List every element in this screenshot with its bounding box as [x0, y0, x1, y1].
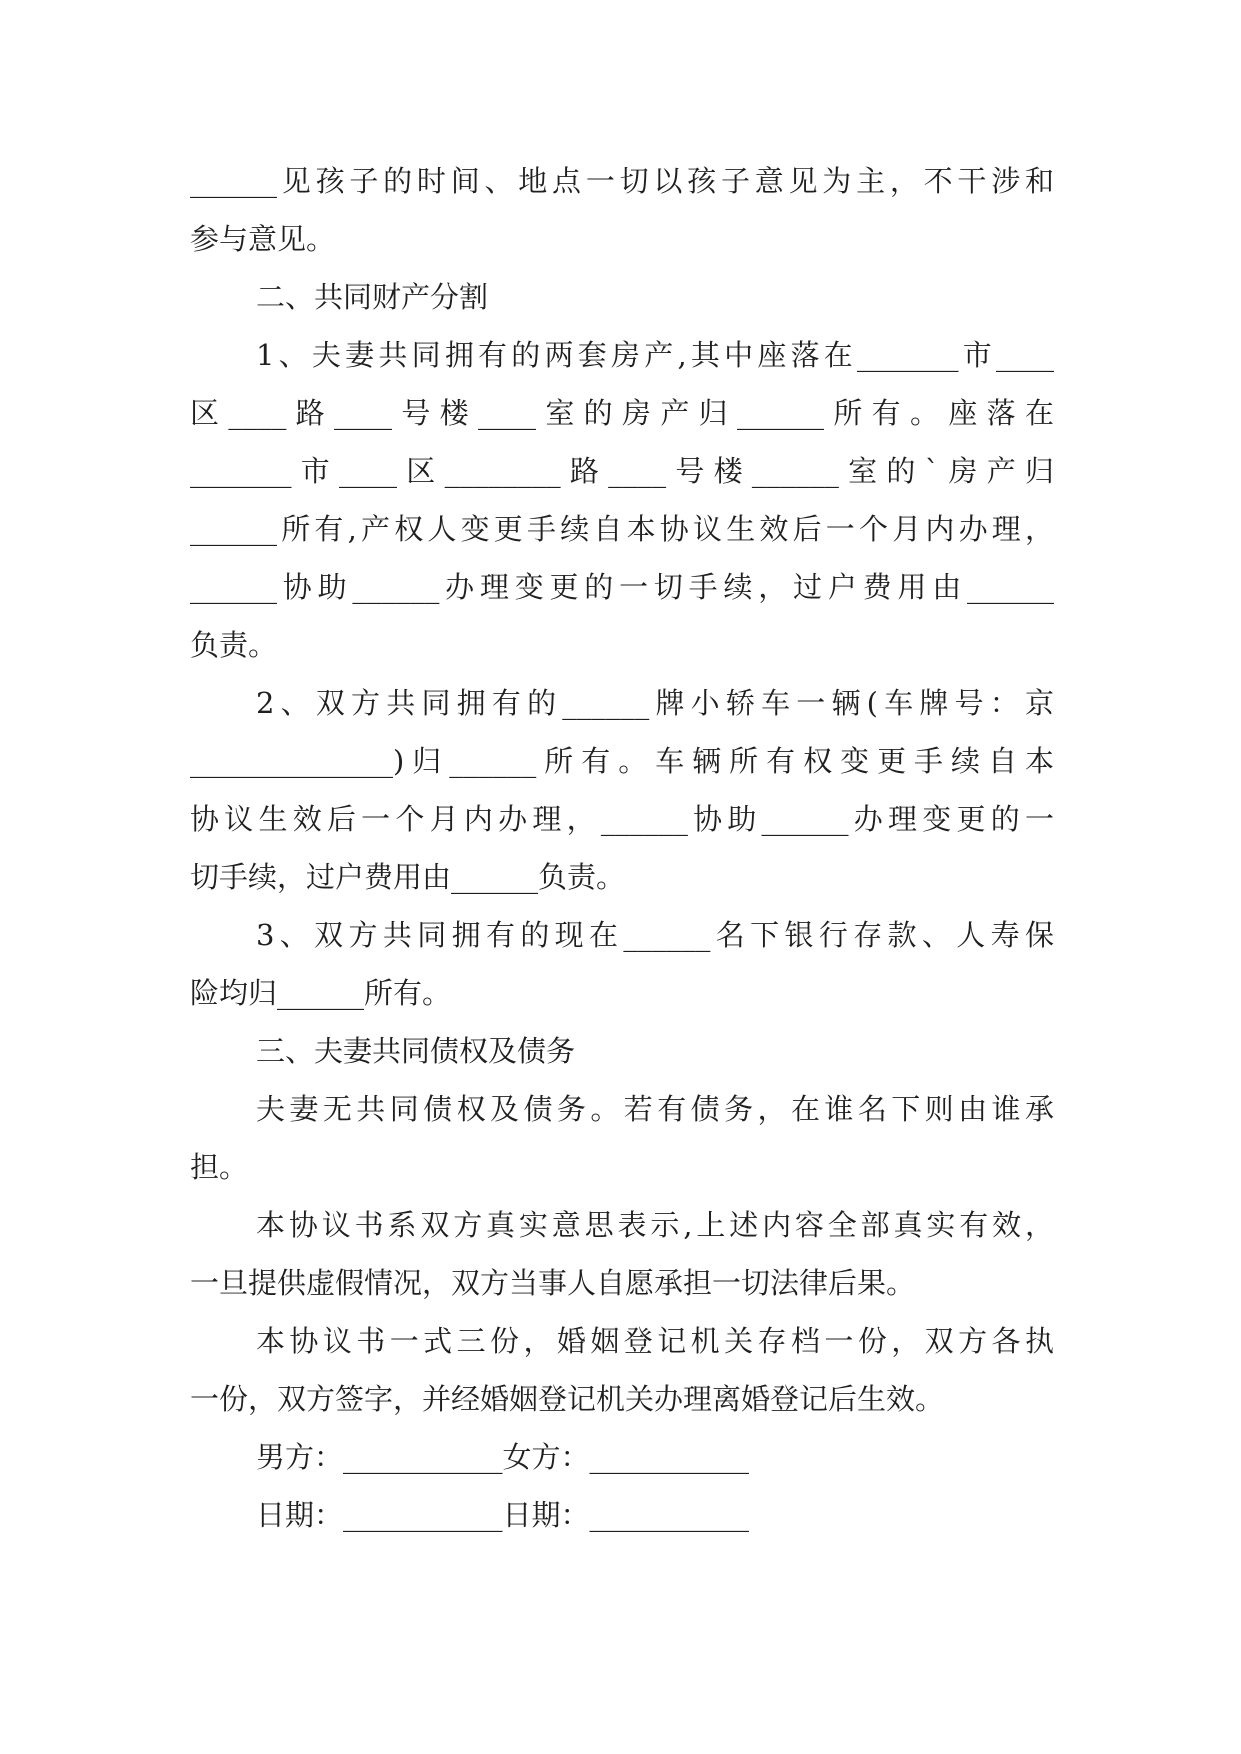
- line-declaration-2: 一旦提供虚假情况，双方当事人自愿承担一切法律后果。: [190, 1266, 916, 1300]
- line-car-2: ______________)归______所有。车辆所有权变更手续自本: [190, 744, 1054, 778]
- line-copies-1: 本协议书一式三份，婚姻登记机关存档一份，双方各执: [256, 1324, 1054, 1358]
- line-property-5: ______协助______办理变更的一切手续，过户费用由______: [190, 570, 1054, 604]
- line-car-1: 2、双方共同拥有的______牌小轿车一辆(车牌号：京: [256, 686, 1054, 720]
- line-deposit-2: 险均归______所有。: [190, 976, 452, 1010]
- signature-line: 男方：___________女方：___________: [256, 1440, 750, 1474]
- line-deposit-1: 3、双方共同拥有的现在______名下银行存款、人寿保: [256, 918, 1054, 952]
- date-line: 日期：___________日期：___________: [256, 1498, 750, 1532]
- line-declaration-1: 本协议书系双方真实意思表示,上述内容全部真实有效，: [256, 1208, 1054, 1242]
- heading-debts: 三、夫妻共同债权及债务: [256, 1034, 576, 1068]
- line-property-6: 负责。: [190, 628, 278, 662]
- line-debts-1: 夫妻无共同债权及债务。若有债务，在谁名下则由谁承: [256, 1092, 1054, 1126]
- line-copies-2: 一份，双方签字，并经婚姻登记机关办理离婚登记后生效。: [190, 1382, 945, 1416]
- line-property-1: 1、夫妻共同拥有的两套房产,其中座落在_______市____: [256, 338, 1054, 372]
- line-car-4: 切手续，过户费用由______负责。: [190, 860, 626, 894]
- line-car-3: 协议生效后一个月内办理，______协助______办理变更的一: [190, 802, 1054, 836]
- heading-property-division: 二、共同财产分割: [256, 280, 489, 314]
- line-property-4: ______所有,产权人变更手续自本协议生效后一个月内办理，: [190, 512, 1054, 546]
- line-property-3: _______市____区________路____号楼______室的`房产归: [190, 454, 1054, 488]
- line-debts-2: 担。: [190, 1150, 249, 1184]
- line-visitation-end-2: 参与意见。: [190, 222, 336, 256]
- line-property-2: 区____路____号楼____室的房产归______所有。座落在: [190, 396, 1054, 430]
- agreement-document: [190, 152, 1054, 1544]
- line-visitation-end: ______见孩子的时间、地点一切以孩子意见为主，不干涉和: [190, 164, 1054, 198]
